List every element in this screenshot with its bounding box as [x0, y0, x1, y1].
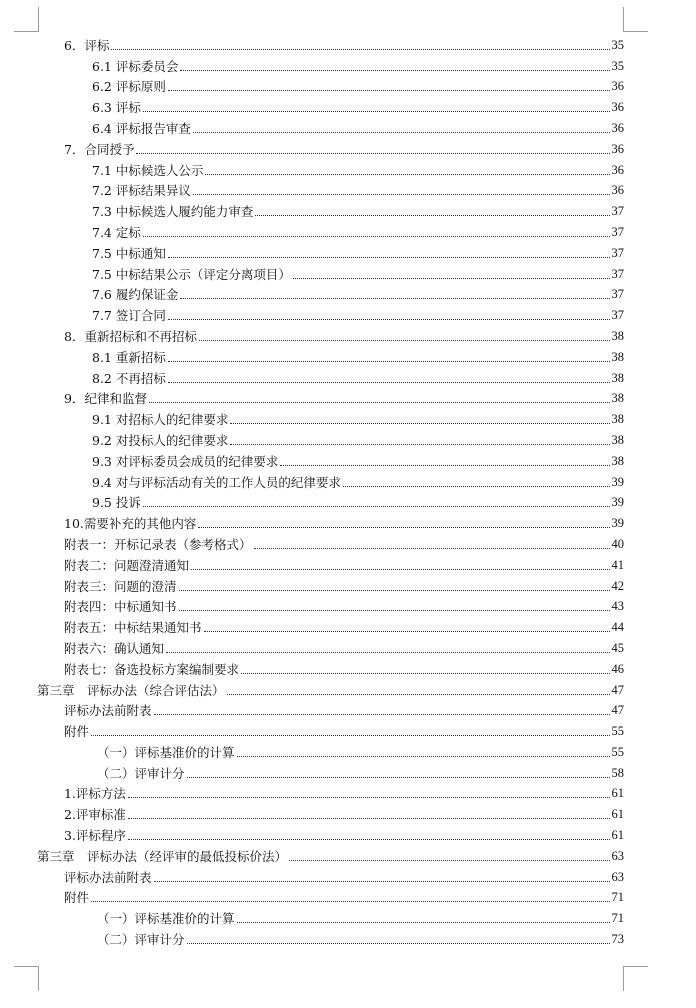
toc-entry[interactable]	[0, 490, 696, 511]
toc-dot-leader	[91, 735, 609, 736]
toc-entry[interactable]	[0, 905, 696, 926]
toc-dot-leader	[241, 673, 609, 674]
toc-dot-leader	[193, 132, 610, 133]
toc-dot-leader	[149, 402, 610, 403]
toc-dot-leader	[204, 631, 610, 632]
toc-entry-page-number: 55	[611, 724, 624, 739]
toc-entry-page-number: 36	[611, 141, 624, 156]
toc-dot-leader	[191, 569, 609, 570]
toc-entry[interactable]	[0, 531, 696, 552]
toc-entry-page-number: 40	[611, 536, 624, 551]
toc-entry-page-number: 44	[611, 620, 624, 635]
toc-dot-leader	[193, 194, 610, 195]
toc-dot-leader	[187, 777, 610, 778]
toc-entry-page-number: 37	[611, 245, 624, 260]
toc-entry-page-number: 36	[611, 100, 624, 115]
toc-entry-title: 8.1 重新招标	[92, 349, 166, 365]
toc-entry-title: 9.5 投诉	[92, 495, 141, 511]
crop-mark-top-right	[623, 7, 648, 32]
toc-dot-leader	[143, 506, 610, 507]
toc-entry-page-number: 47	[611, 703, 624, 718]
toc-dot-leader	[128, 839, 610, 840]
toc-entry-title: （二）评审计分	[97, 765, 185, 781]
toc-dot-leader	[254, 548, 610, 549]
toc-entry[interactable]	[0, 365, 696, 386]
toc-entry-page-number: 37	[611, 308, 624, 323]
toc-entry-page-number: 38	[611, 412, 624, 427]
toc-entry-page-number: 71	[611, 911, 624, 926]
crop-mark-bottom-left	[14, 966, 39, 991]
toc-entry[interactable]	[0, 344, 696, 365]
toc-entry[interactable]	[0, 32, 696, 53]
toc-entry-title: 9.3 对评标委员会成员的纪律要求	[92, 453, 279, 469]
toc-entry[interactable]	[0, 198, 696, 219]
toc-entry[interactable]	[0, 136, 696, 157]
toc-entry-page-number: 37	[611, 266, 624, 281]
toc-dot-leader	[154, 714, 610, 715]
table-of-contents	[0, 32, 696, 947]
toc-entry-page-number: 71	[611, 890, 624, 905]
toc-entry-page-number: 37	[611, 204, 624, 219]
toc-entry[interactable]	[0, 74, 696, 95]
toc-entry-page-number: 39	[611, 474, 624, 489]
toc-dot-leader	[168, 257, 610, 258]
toc-dot-leader	[230, 423, 609, 424]
toc-entry-title: 6.1 评标委员会	[92, 58, 179, 74]
toc-entry-title: （一）评标基准价的计算	[97, 744, 235, 760]
toc-entry-title: 第三章 评标办法（经评审的最低投标价法）	[37, 848, 288, 864]
toc-entry[interactable]	[0, 427, 696, 448]
toc-entry-title: 附表六：确认通知	[64, 640, 165, 656]
toc-dot-leader	[128, 818, 610, 819]
toc-entry[interactable]	[0, 739, 696, 760]
toc-entry[interactable]	[0, 261, 696, 282]
toc-entry[interactable]	[0, 282, 696, 303]
toc-entry-title: 7.5 中标通知	[92, 245, 166, 261]
toc-entry-page-number: 36	[611, 183, 624, 198]
toc-entry[interactable]	[0, 635, 696, 656]
toc-entry-title: 评标办法前附表	[64, 869, 152, 885]
toc-entry[interactable]	[0, 781, 696, 802]
toc-entry[interactable]	[0, 843, 696, 864]
toc-dot-leader	[230, 444, 609, 445]
toc-entry[interactable]	[0, 698, 696, 719]
toc-entry-title: 6.2 评标原则	[92, 79, 166, 95]
toc-entry-page-number: 39	[611, 495, 624, 510]
toc-entry[interactable]	[0, 157, 696, 178]
toc-entry-page-number: 37	[611, 287, 624, 302]
toc-entry-title: 附表四：中标通知书	[64, 599, 177, 615]
toc-dot-leader	[168, 319, 610, 320]
toc-entry-title: 6.4 评标报告审查	[92, 120, 191, 136]
toc-entry-title: 附件	[64, 890, 90, 906]
toc-entry[interactable]	[0, 885, 696, 906]
toc-entry-title: 8．重新招标和不再招标	[64, 328, 197, 344]
toc-entry-page-number: 36	[611, 79, 624, 94]
toc-dot-leader	[237, 756, 610, 757]
toc-entry-title: 9.4 对与评标活动有关的工作人员的纪律要求	[92, 474, 341, 490]
toc-dot-leader	[179, 590, 610, 591]
toc-entry-page-number: 38	[611, 432, 624, 447]
toc-entry-page-number: 63	[611, 848, 624, 863]
toc-dot-leader	[293, 278, 610, 279]
toc-entry-title: 6．评标	[64, 37, 110, 53]
toc-entry-title: 附表二：问题澄清通知	[64, 557, 190, 573]
toc-entry-page-number: 47	[611, 682, 624, 697]
toc-dot-leader	[168, 361, 610, 362]
toc-entry-page-number: 35	[611, 58, 624, 73]
toc-entry-page-number: 39	[611, 516, 624, 531]
toc-entry-page-number: 37	[611, 224, 624, 239]
toc-entry[interactable]	[0, 94, 696, 115]
toc-entry-page-number: 38	[611, 349, 624, 364]
toc-dot-leader	[128, 797, 610, 798]
toc-dot-leader	[205, 174, 609, 175]
toc-entry[interactable]	[0, 323, 696, 344]
toc-entry-title: 2.评审标准	[64, 807, 126, 823]
toc-dot-leader	[227, 694, 610, 695]
toc-dot-leader	[136, 153, 609, 154]
toc-entry-page-number: 43	[611, 599, 624, 614]
toc-entry[interactable]	[0, 448, 696, 469]
toc-entry-title: 附表一：开标记录表（参考格式）	[64, 536, 252, 552]
toc-entry[interactable]	[0, 510, 696, 531]
toc-entry-page-number: 38	[611, 370, 624, 385]
toc-entry-page-number: 36	[611, 120, 624, 135]
toc-entry-title: 8.2 不再招标	[92, 370, 166, 386]
toc-entry-page-number: 55	[611, 744, 624, 759]
toc-entry-title: 7.6 履约保证金	[92, 287, 179, 303]
toc-dot-leader	[168, 382, 610, 383]
crop-mark-bottom-right	[623, 966, 648, 991]
toc-dot-leader	[187, 943, 610, 944]
toc-entry[interactable]	[0, 469, 696, 490]
toc-entry[interactable]	[0, 552, 696, 573]
toc-entry-title: 评标办法前附表	[64, 703, 152, 719]
toc-entry-title: （一）评标基准价的计算	[97, 911, 235, 927]
toc-entry[interactable]	[0, 760, 696, 781]
toc-dot-leader	[166, 652, 609, 653]
toc-dot-leader	[111, 49, 609, 50]
toc-entry-title: 附表三：问题的澄清	[64, 578, 177, 594]
toc-entry[interactable]	[0, 656, 696, 677]
toc-entry[interactable]	[0, 386, 696, 407]
toc-entry[interactable]	[0, 115, 696, 136]
toc-entry[interactable]	[0, 53, 696, 74]
toc-entry[interactable]	[0, 822, 696, 843]
toc-dot-leader	[143, 111, 610, 112]
toc-entry-page-number: 36	[611, 162, 624, 177]
toc-entry-page-number: 61	[611, 828, 624, 843]
toc-entry-title: 9．纪律和监督	[64, 391, 147, 407]
toc-entry-page-number: 38	[611, 328, 624, 343]
toc-dot-leader	[91, 901, 609, 902]
toc-entry[interactable]	[0, 302, 696, 323]
toc-entry-title: 第三章 评标办法（综合评估法）	[37, 682, 225, 698]
toc-dot-leader	[168, 90, 610, 91]
toc-entry[interactable]	[0, 178, 696, 199]
toc-entry-title: 7．合同授予	[64, 141, 135, 157]
toc-entry-title: 10.需要补充的其他内容	[64, 516, 197, 532]
toc-entry-title: 7.1 中标候选人公示	[92, 162, 204, 178]
toc-entry-page-number: 38	[611, 453, 624, 468]
toc-entry[interactable]	[0, 677, 696, 698]
toc-entry[interactable]	[0, 573, 696, 594]
toc-entry-title: 9.1 对招标人的纪律要求	[92, 412, 229, 428]
toc-entry[interactable]	[0, 594, 696, 615]
toc-entry[interactable]	[0, 926, 696, 947]
toc-entry-title: 9.2 对投标人的纪律要求	[92, 432, 229, 448]
toc-dot-leader	[343, 486, 610, 487]
toc-entry-title: 附件	[64, 724, 90, 740]
toc-entry-title: 1.评标方法	[64, 786, 126, 802]
toc-entry-page-number: 41	[611, 557, 624, 572]
toc-dot-leader	[180, 298, 609, 299]
toc-entry-title: 附表五：中标结果通知书	[64, 620, 202, 636]
toc-entry[interactable]	[0, 240, 696, 261]
toc-entry-title: 附表七：备选投标方案编制要求	[64, 661, 240, 677]
toc-entry-page-number: 46	[611, 661, 624, 676]
toc-dot-leader	[143, 236, 610, 237]
toc-entry-title: 7.5 中标结果公示（评定分离项目）	[92, 266, 291, 282]
toc-entry-page-number: 58	[611, 765, 624, 780]
toc-dot-leader	[198, 527, 609, 528]
toc-entry-title: 7.2 评标结果异议	[92, 183, 191, 199]
toc-entry-page-number: 61	[611, 786, 624, 801]
toc-dot-leader	[280, 465, 609, 466]
toc-entry-page-number: 45	[611, 640, 624, 655]
toc-entry-title: 7.4 定标	[92, 224, 141, 240]
toc-entry-page-number: 35	[611, 37, 624, 52]
toc-entry-title: 7.7 签订合同	[92, 308, 166, 324]
toc-entry[interactable]	[0, 219, 696, 240]
toc-dot-leader	[199, 340, 610, 341]
toc-entry-page-number: 61	[611, 807, 624, 822]
toc-entry-page-number: 42	[611, 578, 624, 593]
toc-entry-page-number: 73	[611, 932, 624, 947]
toc-entry-title: 6.3 评标	[92, 100, 141, 116]
toc-entry[interactable]	[0, 614, 696, 635]
toc-entry-page-number: 38	[611, 391, 624, 406]
toc-dot-leader	[289, 860, 609, 861]
toc-dot-leader	[179, 610, 610, 611]
toc-entry[interactable]	[0, 718, 696, 739]
toc-entry[interactable]	[0, 864, 696, 885]
crop-mark-top-left	[14, 7, 39, 32]
toc-dot-leader	[237, 922, 610, 923]
toc-dot-leader	[154, 881, 610, 882]
toc-entry[interactable]	[0, 801, 696, 822]
toc-entry-page-number: 63	[611, 869, 624, 884]
toc-dot-leader	[180, 70, 609, 71]
toc-entry-title: （二）评审计分	[97, 932, 185, 948]
toc-dot-leader	[255, 215, 609, 216]
toc-entry-title: 7.3 中标候选人履约能力审查	[92, 204, 254, 220]
toc-entry[interactable]	[0, 406, 696, 427]
toc-entry-title: 3.评标程序	[64, 828, 126, 844]
